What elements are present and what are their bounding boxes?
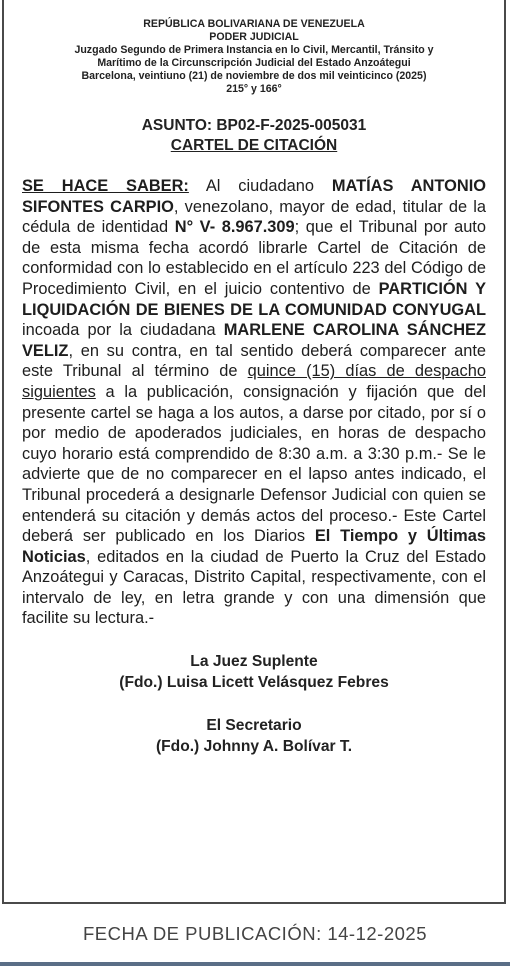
header-court: Juzgado Segundo de Primera Instancia en lo Civil, Mercantil, Tránsito y — [74, 44, 434, 56]
case-number: ASUNTO: BP02-F-2025-005031 — [141, 117, 367, 134]
body-text-1: Al ciudadano — [188, 177, 332, 195]
judge-title: La Juez Suplente — [190, 653, 318, 671]
header-branch: PODER JUDICIAL — [209, 31, 299, 43]
publication-date: FECHA DE PUBLICACIÓN: 14-12-2025 — [83, 923, 427, 944]
body-text-2: , venezolano, mayor de edad, titular de la cédula de identidad — [22, 197, 487, 237]
body-text-7: , editados en la ciudad de Puerto la Cruz del Estado Anzoátegui y Caracas, Distrito Capital, respectivamente, con el intervalo de ley, en letra grande y con una dimensión que facilite su lectura.- — [22, 547, 486, 628]
id-number: N° V- 8.967.309 — [174, 218, 295, 237]
body-text-3: ; que el Tribunal por auto de esta misma fecha acordó librarle Cartel de Citación de conformidad con lo establecido en el artículo 223 del Código de Procedimiento Civil, en el juicio contentivo de — [22, 218, 486, 298]
case-type: PARTICIÓN Y LIQUIDACIÓN DE BIENES DE LA COMUNIDAD CONYUGAL — [22, 279, 487, 319]
court-header — [4, 18, 504, 96]
judge-name: (Fdo.) Luisa Licett Velásquez Febres — [119, 673, 389, 691]
secretary-name: (Fdo.) Johnny A. Bolívar T. — [155, 737, 353, 755]
header-jurisdiction: Marítimo de la Circunscripción Judicial del Estado Anzoátegui — [97, 57, 411, 69]
notice-body — [22, 176, 486, 629]
body-text-4: incoada por la ciudadana — [22, 321, 224, 340]
secretary-signature — [4, 716, 504, 757]
judge-signature — [4, 652, 504, 693]
newspapers: El Tiempo y Últimas Noticias — [22, 527, 486, 566]
body-text-6: a la publicación, consignación y fijación que del presente cartel se haga a los autos, a darse por citado, por sí o por medio de apoderados judiciales, en horas de despacho cuyo horario está comprendido de 8:30 a.m. a 3:30 p.m.- Se le advierte que de no comparecer en el lapso antes indicado, el Tribunal procederá a designarle Defensor Judicial con quien se entenderá su citación y demás actos del proceso.- Este Cartel deberá ser publicado en los Diarios — [22, 382, 486, 546]
secretary-title: El Secretario — [206, 717, 302, 735]
bottom-divider — [0, 962, 510, 966]
header-years: 215° y 166° — [226, 83, 282, 95]
legal-notice — [2, 0, 506, 904]
plaintiff-name: MARLENE CAROLINA SÁNCHEZ VELIZ — [22, 321, 486, 360]
notice-title: CARTEL DE CITACIÓN — [170, 137, 338, 154]
body-lead: SE HACE SABER: — [22, 177, 189, 195]
header-date: Barcelona, veintiuno (21) de noviembre de dos mil veinticinco (2025) — [81, 70, 427, 82]
case-heading — [4, 116, 504, 156]
deadline: quince (15) días de despacho siguientes — [22, 362, 486, 401]
body-text-5: , en su contra, en tal sentido deberá comparecer ante este Tribunal al término de — [22, 341, 486, 381]
header-country: REPÚBLICA BOLIVARIANA DE VENEZUELA — [143, 18, 365, 30]
defendant-name: MATÍAS ANTONIO SIFONTES CARPIO — [22, 177, 486, 216]
